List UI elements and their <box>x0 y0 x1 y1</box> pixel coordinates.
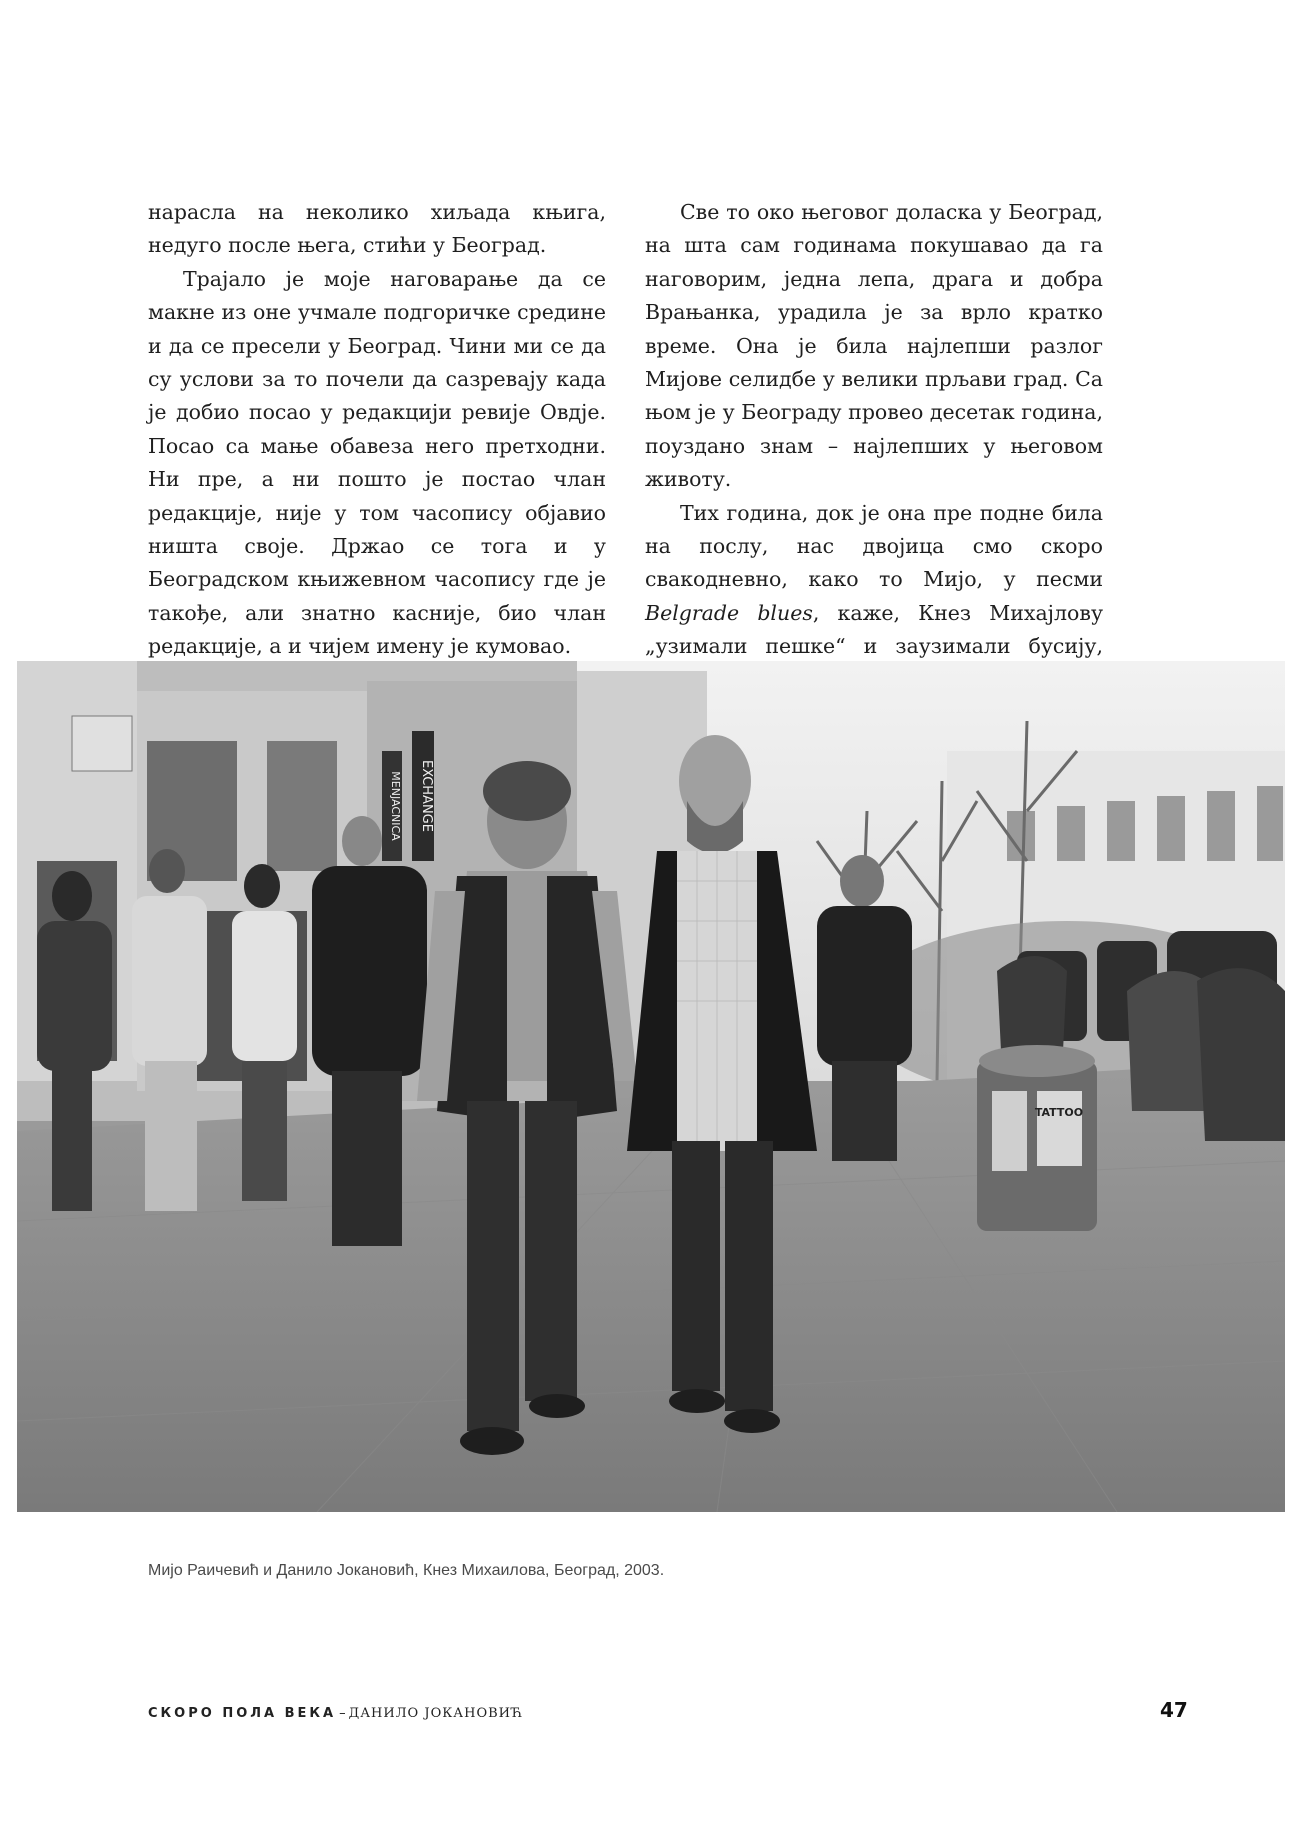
text-column-left <box>148 196 606 664</box>
book-title: СКОРО ПОЛА ВЕКА <box>148 1706 337 1721</box>
photo-caption: Мијо Раичевић и Данило Јокановић, Кнез Михаилова, Београд, 2003. <box>148 1562 665 1579</box>
street-photo-illustration <box>17 661 1285 1512</box>
kiosk-poster-tattoo: TATTOO <box>1034 1106 1084 1119</box>
song-title: Belgrade blues <box>645 600 813 625</box>
paragraph: нарасла на неколико хиљада књига, недуго после њега, стићи у Београд. <box>148 200 606 258</box>
footer-dash: – <box>339 1706 346 1721</box>
page-number: 47 <box>1160 1698 1188 1722</box>
sign-exchange: EXCHANGE <box>419 760 434 832</box>
author-name: ДАНИЛО ЈОКАНОВИЋ <box>348 1706 524 1721</box>
running-footer <box>148 1706 523 1721</box>
paragraph-text: Тих година, док је она пре подне била на послу, нас двојица смо скоро свакодневно, како то Мијо, у песми <box>645 500 1103 592</box>
sign-menjacnica: MENJACNICA <box>389 771 402 841</box>
paragraph-text: , каже, Кнез Михајлову „узимали пешке“ и заузимали бусију, <box>645 600 1104 659</box>
street-photo <box>17 661 1285 1512</box>
paragraph: Све то око његовог доласка у Београд, на шта сам годинама покушавао да га наговорим, једна лепа, драга и добра Врањанка, урадила је за врло кратко време. Она је била најлепши разлог Мијове селидбе у велики прљави град. Са њом је у Београду провео десетак година, поуздано знам – најлепших у његовом животу. <box>645 200 1103 492</box>
text-column-right <box>645 196 1103 697</box>
paragraph: Трајало је моје наговарање да се макне из оне учмале подгоричке средине и да се пресели у Београд. Чини ми се да су услови за то почели да сазревају када је добио посао у редакцији ревије Овдје. Посао са мање обавеза него претходни. Ни пре, а ни пошто је постао члан редакције, није у том часопису објавио ништа своје. Држао се тога и у Београдском књижевном часопису где је такође, али знатно касније, био члан редакције, а и чијем имену је кумовао. <box>148 266 606 659</box>
